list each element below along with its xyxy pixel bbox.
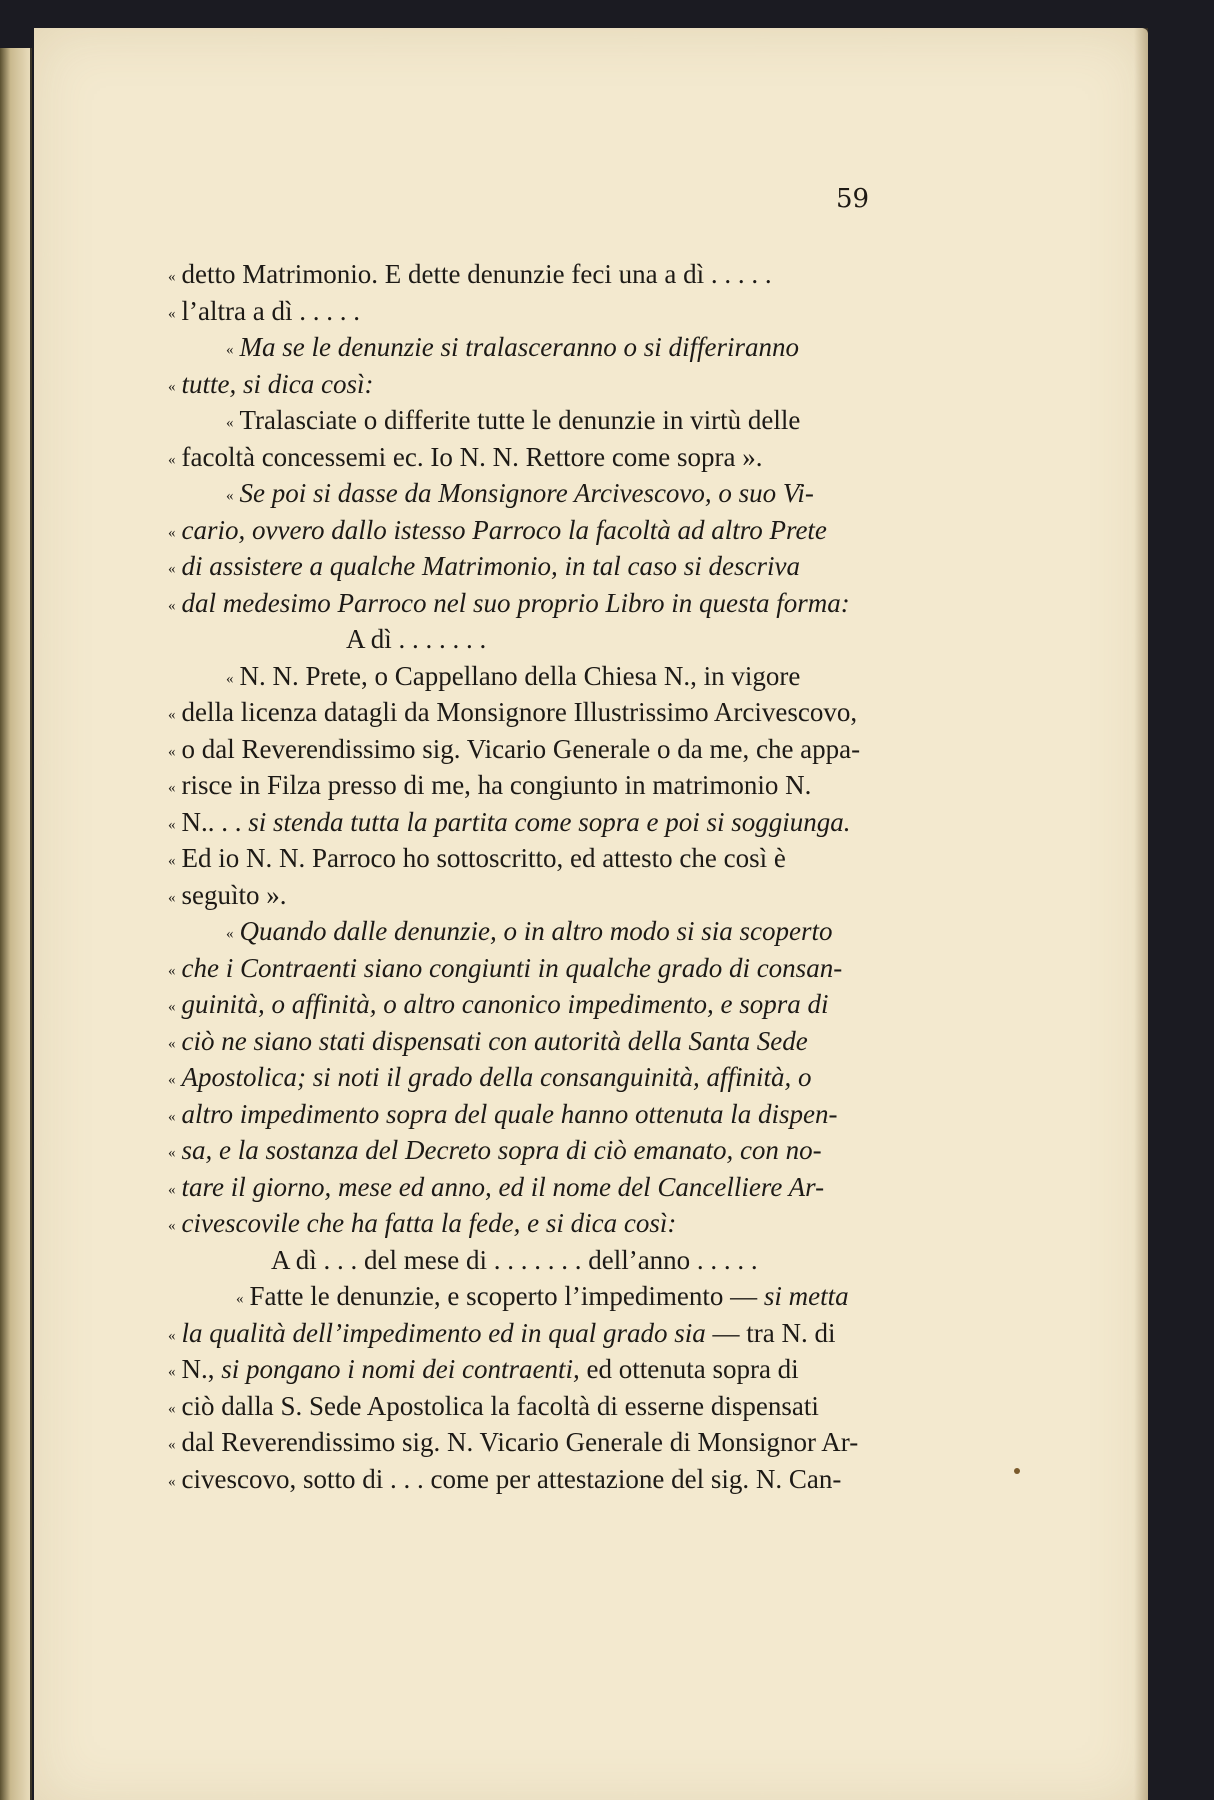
italic-text: che i Contraenti siano congiunti in qualche grado di consan-: [181, 952, 843, 983]
quote-mark: «: [168, 1327, 176, 1344]
quote-mark: «: [168, 1181, 176, 1198]
text-line: [156, 512, 926, 549]
quote-mark: «: [168, 451, 176, 468]
roman-text: l’altra a dì . . . . .: [181, 295, 360, 326]
text-line: [156, 402, 926, 439]
italic-text: guinità, o affinità, o altro canonico impedimento, e sopra di: [181, 989, 829, 1019]
text-line: [156, 1169, 926, 1206]
italic-text: altro impedimento sopra del quale hanno ottenuta la dispen-: [181, 1098, 838, 1129]
text-line: [156, 1278, 926, 1315]
italic-text: dal medesimo Parroco nel suo proprio Libro in questa forma:: [181, 587, 850, 618]
roman-text: — tra N. di: [705, 1317, 836, 1348]
facing-page-edge: [0, 48, 32, 1800]
text-line: [156, 475, 926, 512]
quote-mark: «: [168, 1035, 176, 1052]
text-line: [156, 1388, 926, 1425]
italic-text: tare il giorno, mese ed anno, ed il nome del Cancelliere Ar-: [181, 1171, 825, 1202]
quote-mark: «: [226, 415, 234, 431]
quote-mark: «: [236, 1291, 244, 1307]
italic-text: si stenda tutta la partita come sopra e poi si soggiunga.: [248, 806, 851, 837]
quote-mark: «: [168, 305, 176, 322]
text-line: [156, 293, 926, 330]
italic-text: sa, e la sostanza del Decreto sopra di ciò emanato, con no-: [181, 1135, 822, 1165]
quote-mark: «: [168, 1145, 176, 1161]
italic-text: Se poi si dasse da Monsignore Arcivescovo, o suo Vi-: [239, 478, 814, 508]
roman-text: A dì . . . . . . .: [346, 624, 487, 654]
quote-mark: «: [168, 816, 176, 833]
text-line: [156, 1096, 926, 1133]
text-line: [156, 913, 926, 950]
roman-text: della licenza datagli da Monsignore Illustrissimo Arcivescovo,: [181, 697, 858, 727]
page-edge-shadow: [1134, 28, 1148, 1800]
roman-text: Fatte le denunzie, e scoperto l’impedimento —: [249, 1281, 764, 1311]
quote-mark: «: [168, 1108, 176, 1125]
quote-mark: «: [168, 1437, 176, 1453]
quote-mark: «: [168, 378, 176, 395]
text-line: [156, 1023, 926, 1060]
roman-text: facoltà concessemi ec. Io N. N. Rettore come sopra ».: [181, 441, 763, 472]
italic-text: cario, ovvero dallo istesso Parroco la facoltà ad altro Prete: [181, 514, 827, 545]
text-line: [156, 256, 926, 293]
text-line: [156, 1461, 926, 1498]
italic-text: si metta: [763, 1281, 849, 1311]
text-line: [156, 950, 926, 987]
roman-text: N.,: [181, 1354, 222, 1384]
text-line: [156, 366, 926, 403]
text-line: [156, 329, 926, 366]
quote-mark: «: [168, 962, 176, 979]
italic-text: civescovile che ha fatta la fede, e si dica così:: [181, 1208, 677, 1238]
page-number: 59: [836, 184, 870, 214]
roman-text: ciò dalla S. Sede Apostolica la facoltà di esserne dispensati: [181, 1390, 819, 1421]
text-line: [156, 694, 926, 731]
quote-mark: «: [168, 999, 176, 1015]
italic-text: di assistere a qualche Matrimonio, in tal caso si descriva: [181, 551, 800, 581]
quote-mark: «: [226, 926, 234, 942]
quote-mark: «: [168, 1072, 176, 1088]
italic-text: Quando dalle denunzie, o in altro modo si sia scoperto: [239, 916, 833, 946]
roman-text: risce in Filza presso di me, ha congiunto in matrimonio N.: [181, 770, 812, 800]
quote-mark: «: [168, 707, 176, 723]
quote-mark: «: [168, 524, 176, 541]
quote-mark: «: [168, 597, 176, 614]
roman-text: civescovo, sotto di . . . come per attestazione del sig. N. Can-: [181, 1463, 842, 1494]
text-line: [156, 1351, 926, 1388]
quote-mark: «: [168, 1364, 176, 1380]
quote-mark: «: [168, 269, 176, 285]
roman-text: dal Reverendissimo sig. N. Vicario Generale di Monsignor Ar-: [181, 1427, 859, 1457]
quote-mark: «: [168, 853, 176, 869]
text-line: [156, 840, 926, 877]
text-line: [156, 1242, 926, 1279]
text-line: [156, 877, 926, 914]
roman-text: o dal Reverendissimo sig. Vicario Generale o da me, che appa-: [181, 733, 861, 764]
quote-mark: «: [226, 670, 234, 687]
text-line: [156, 804, 926, 841]
text-line: [156, 731, 926, 768]
roman-text: Ed io N. N. Parroco ho sottoscritto, ed attesto che così è: [181, 843, 786, 873]
quote-mark: «: [168, 780, 176, 796]
roman-text: seguìto ».: [181, 879, 287, 910]
quote-mark: «: [168, 1218, 176, 1234]
italic-text: tutte, si dica così:: [181, 368, 374, 399]
roman-text: Tralasciate o differite tutte le denunzie in virtù delle: [239, 405, 801, 435]
text-line: [156, 548, 926, 585]
roman-text: N.. . .: [181, 806, 249, 837]
text-line: [156, 658, 926, 695]
roman-text: ed ottenuta sopra di: [579, 1354, 799, 1384]
italic-text: si pongano i nomi dei contraenti,: [221, 1354, 580, 1384]
text-line: [156, 439, 926, 476]
quote-mark: «: [168, 743, 176, 760]
quote-mark: «: [226, 488, 234, 504]
quote-mark: «: [168, 889, 176, 906]
quote-mark: «: [226, 342, 234, 358]
roman-text: detto Matrimonio. E dette denunzie feci una a dì . . . . .: [181, 259, 772, 289]
text-line: [156, 767, 926, 804]
roman-text: A dì . . . del mese di . . . . . . . dell’anno . . . . .: [271, 1244, 758, 1275]
text-line: [156, 1059, 926, 1096]
text-line: [156, 1132, 926, 1169]
italic-text: Ma se le denunzie si tralasceranno o si differiranno: [239, 332, 799, 362]
italic-text: la qualità dell’impedimento ed in qual grado sia: [181, 1317, 706, 1348]
quote-mark: «: [168, 561, 176, 577]
italic-text: ciò ne siano stati dispensati con autorità della Santa Sede: [181, 1025, 808, 1056]
italic-text: Apostolica; si noti il grado della consanguinità, affinità, o: [181, 1062, 812, 1092]
text-line: [156, 585, 926, 622]
quote-mark: «: [168, 1473, 176, 1490]
text-line: [156, 1424, 926, 1461]
ink-spot: [1014, 1468, 1020, 1474]
roman-text: N. N. Prete, o Cappellano della Chiesa N., in vigore: [239, 660, 801, 691]
quote-mark: «: [168, 1400, 176, 1417]
text-line: [156, 621, 926, 658]
text-line: [156, 986, 926, 1023]
text-line: [156, 1315, 926, 1352]
text-line: [156, 1205, 926, 1242]
